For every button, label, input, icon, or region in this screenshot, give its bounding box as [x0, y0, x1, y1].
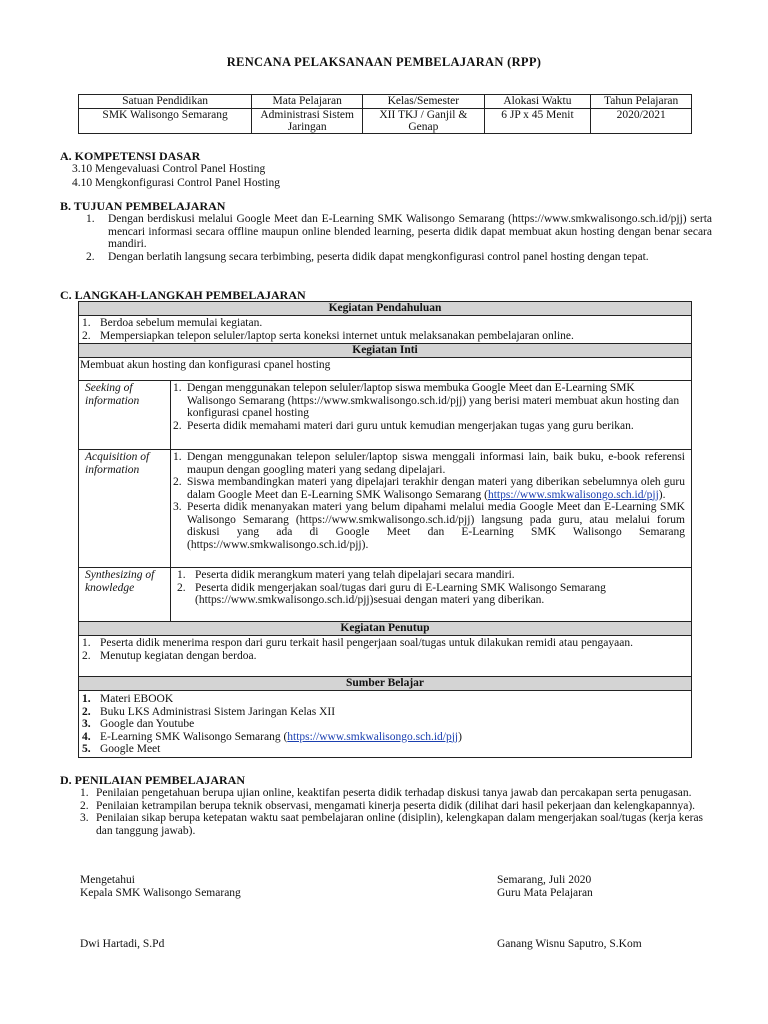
list-item: 4. E-Learning SMK Walisongo Semarang (https://www.smkwalisongo.sch.id/pjj) [82, 730, 462, 743]
kd-item: 3.10 Mengevaluasi Control Panel Hosting [72, 163, 266, 175]
header-mapel: Mata Pelajaran [252, 95, 363, 109]
seeking-list [171, 381, 691, 449]
list-item: 1. Peserta didik menerima respon dari guru terkait hasil pengerjaan soal/tugas untuk dilakukan remidi atau pengayaan. [82, 637, 633, 649]
sumber-belajar-box [78, 676, 692, 758]
list-item: 2. Penilaian ketrampilan berupa teknik observasi, mengamati kinerja peserta didik (dilihat dari hasil pekerjaan dan kelengkapannya). [80, 799, 696, 812]
list-item: 3. Google dan Youtube [82, 718, 195, 730]
kd-item: 4.10 Mengkonfigurasi Control Panel Hosting [72, 176, 280, 189]
sumber-list [79, 691, 691, 757]
section-d-list [80, 787, 708, 837]
list-item: 1. Dengan menggunakan telepon seluler/laptop siswa menggali informasi lain, baik buku, e-book referensi maupun dengan googling materi yang sedang dipelajari. [173, 451, 685, 476]
document-title: RENCANA PELAKSANAAN PEMBELAJARAN (RPP) [226, 55, 542, 69]
pendahuluan-list [79, 316, 691, 343]
header-alokasi: Alokasi Waktu [484, 95, 591, 109]
kegiatan-inti-box [78, 343, 692, 381]
value-satuan: SMK Walisongo Semarang [79, 109, 252, 134]
sumber-belajar-label: Sumber Belajar [79, 677, 691, 691]
info-table-value-row [79, 109, 692, 134]
list-item: 3. Peserta didik menanyakan materi yang belum dipahami melalui media Google Meet dan E-Learning SMK Walisongo Semarang (https://www.smkwalisongo.sch.id/pjj) langsung pada guru, atau melalui forum diskusi yang ada di Google Meet dan E-Learning SMK Walisongo Semarang (https://www.smkwalisongo.sch.id/pjj). [173, 501, 685, 551]
elearning-link[interactable]: https://www.smkwalisongo.sch.id/pjj [287, 730, 459, 743]
kegiatan-penutup-box [78, 621, 692, 677]
section-b-list [86, 213, 712, 263]
list-item: 2. Peserta didik mengerjakan soal/tugas dari guru di E-Learning SMK Walisongo Semarang (https://www.smkwalisongo.sch.id/pjj)sesuai dengan materi yang diberikan. [177, 581, 606, 606]
list-item: 2. Mempersiapkan telepon seluler/laptop serta koneksi internet untuk melaksanakan pembelajaran online. [82, 329, 574, 342]
signature-right-name: Ganang Wisnu Saputro, S.Kom [497, 938, 642, 950]
list-item: 1. Berdoa sebelum memulai kegiatan. [82, 317, 263, 329]
info-table [78, 94, 692, 134]
synthesizing-label: Synthesizing of knowledge [79, 568, 171, 621]
list-item: 2. Buku LKS Administrasi Sistem Jaringan Kelas XII [82, 705, 336, 718]
section-c-heading: C. LANGKAH-LANGKAH PEMBELAJARAN [60, 288, 306, 302]
list-item: 2. Peserta didik memahami materi dari guru untuk kemudian mengerjakan tugas yang guru berikan. [173, 419, 634, 432]
list-item: 1. Dengan menggunakan telepon seluler/laptop siswa membuka Google Meet dan E-Learning SMK Walisongo Semarang (https://www.smkwalisongo.sch.id/pjj) yang berisi materi membuat akun hosting dan konfigurasi cpanel hosting [173, 382, 680, 419]
list-item: 1. Peserta didik merangkum materi yang telah dipelajari secara mandiri. [177, 569, 515, 581]
kegiatan-pendahuluan-label: Kegiatan Pendahuluan [79, 302, 691, 316]
header-kelas: Kelas/Semester [363, 95, 484, 109]
signature-left-line1: Mengetahui [80, 874, 135, 886]
kegiatan-penutup-label: Kegiatan Penutup [79, 622, 691, 636]
list-item: 3. Penilaian sikap berupa ketepatan waktu saat pembelajaran online (disiplin), kelengkapan dalam mengerjakan soal/tugas (kerja keras dan tanggung jawab). [80, 812, 704, 837]
kegiatan-inti-label: Kegiatan Inti [79, 344, 691, 358]
phase-seeking [78, 380, 692, 450]
elearning-link[interactable]: https://www.smkwalisongo.sch.id/pjj [487, 488, 659, 501]
value-mapel: Administrasi Sistem Jaringan [252, 109, 363, 134]
seeking-label: Seeking of information [79, 381, 171, 449]
section-b-heading: B. TUJUAN PEMBELAJARAN [60, 199, 226, 213]
phase-synthesizing [78, 567, 692, 622]
inti-intro: Membuat akun hosting dan konfigurasi cpanel hosting [80, 359, 331, 371]
list-item: 5. Google Meet [82, 743, 161, 755]
synthesizing-list [171, 568, 691, 621]
list-item: 2. Siswa membandingkan materi yang dipelajari terakhir dengan materi yang diberikan sebelumnya oleh guru dalam Google Meet dan E-Learning SMK Walisongo Semarang (https://www.smkwalisongo.sch.id/pjj). [173, 476, 685, 501]
signature-right [497, 874, 593, 899]
list-item: 2. Menutup kegiatan dengan berdoa. [82, 649, 257, 662]
value-kelas: XII TKJ / Ganjil & Genap [363, 109, 484, 134]
signature-right-line2: Guru Mata Pelajaran [497, 886, 593, 899]
header-tahun: Tahun Pelajaran [591, 95, 692, 109]
value-tahun: 2020/2021 [591, 109, 692, 134]
list-item: 1. Materi EBOOK [82, 693, 174, 705]
kegiatan-pendahuluan-box [78, 301, 692, 344]
signature-right-line1: Semarang, Juli 2020 [497, 874, 592, 886]
section-d-heading: D. PENILAIAN PEMBELAJARAN [60, 773, 246, 787]
section-a-list [72, 163, 280, 189]
list-item: 2. Dengan berlatih langsung secara terbimbing, peserta didik dapat mengkonfigurasi control panel hosting dengan tepat. [86, 250, 649, 263]
penutup-list [79, 636, 691, 663]
info-table-header-row [79, 95, 692, 109]
signature-left-name: Dwi Hartadi, S.Pd [80, 938, 165, 950]
signature-left [80, 874, 241, 899]
acquisition-list [171, 450, 691, 567]
acquisition-label: Acquisition of information [79, 450, 171, 567]
signature-left-line2: Kepala SMK Walisongo Semarang [80, 886, 241, 899]
header-satuan: Satuan Pendidikan [79, 95, 252, 109]
value-alokasi: 6 JP x 45 Menit [484, 109, 591, 134]
section-a-heading: A. KOMPETENSI DASAR [60, 149, 201, 163]
list-item: 1. Penilaian pengetahuan berupa ujian online, keaktifan peserta didik terhadap diskusi tanya jawab dan percakapan serta penugasan. [80, 787, 692, 799]
phase-acquisition [78, 449, 692, 568]
list-item: 1. Dengan berdiskusi melalui Google Meet dan E-Learning SMK Walisongo Semarang (https://www.smkwalisongo.sch.id/pjj) serta mencari informasi secara offline maupun online blended learning, peserta didik dapat membuat akun hosting dengan benar secara mandiri. [86, 213, 712, 250]
